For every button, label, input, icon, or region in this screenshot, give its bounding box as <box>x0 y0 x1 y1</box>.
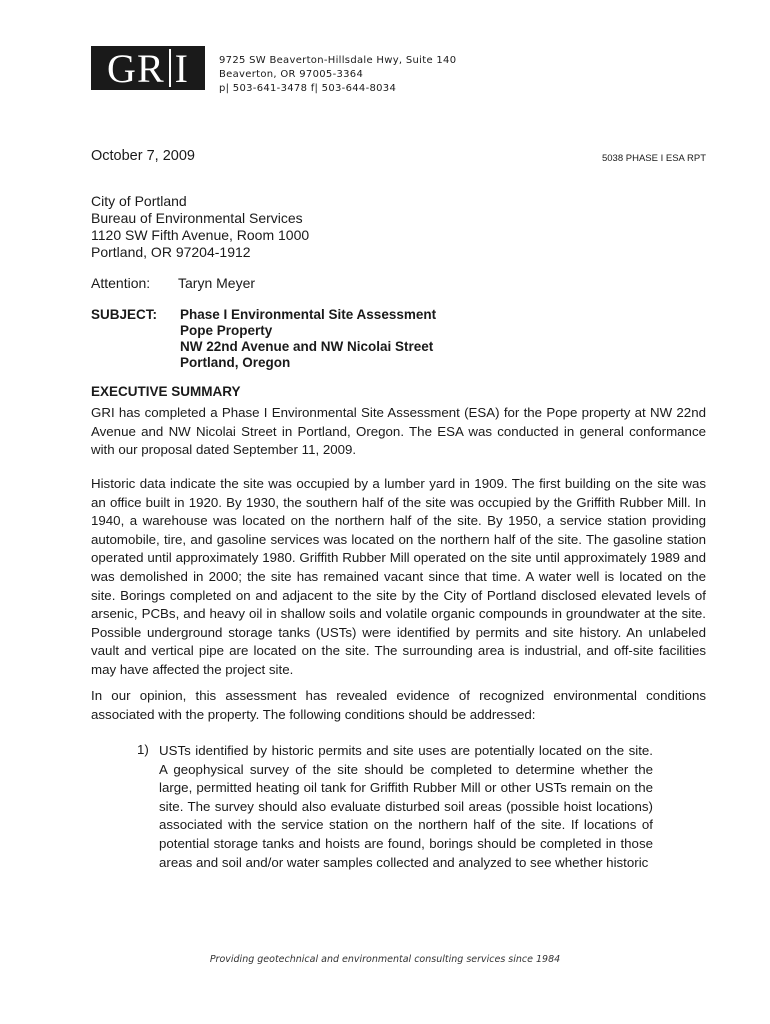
subject-line: Portland, Oregon <box>180 355 291 370</box>
recipient-line: Bureau of Environmental Services <box>91 210 303 226</box>
executive-summary-heading: EXECUTIVE SUMMARY <box>91 384 241 399</box>
summary-paragraph: In our opinion, this assessment has revealed evidence of recognized environmental conditions associated with the property. The following conditions should be addressed: <box>91 688 706 722</box>
address-line-phone: p| 503-641-3478 f| 503-644-8034 <box>219 83 397 94</box>
recipient-line: City of Portland <box>91 193 187 209</box>
summary-paragraph: GRI has completed a Phase I Environmental Site Assessment (ESA) for the Pope property at NW 22nd Avenue and NW Nicolai Street in Portland, Oregon. The ESA was conducted in general conformance with our proposal dated September 11, 2009. <box>91 405 706 458</box>
subject-line: Pope Property <box>180 323 273 338</box>
recipient-line: 1120 SW Fifth Avenue, Room 1000 <box>91 227 310 243</box>
recipient-line: Portland, OR 97204-1912 <box>91 244 251 260</box>
subject-line: NW 22nd Avenue and NW Nicolai Street <box>180 339 434 354</box>
subject-line: Phase I Environmental Site Assessment <box>180 307 437 322</box>
letter-date: October 7, 2009 <box>91 148 195 164</box>
address-line-city: Beaverton, OR 97005-3364 <box>219 69 364 80</box>
letterhead-address <box>219 54 456 96</box>
footer-tagline: Providing geotechnical and environmental consulting services since 1984 <box>209 954 561 965</box>
report-reference: 5038 PHASE I ESA RPT <box>601 153 706 164</box>
list-item-number: 1) <box>137 742 149 757</box>
subject-label: SUBJECT: <box>91 307 158 322</box>
list-item-text: USTs identified by historic permits and site uses are potentially located on the site. A geophysical survey of the site should be completed to determine whether the large, permitted heating oil tank for Griffith Rubber Mill or other USTs remain on the site. The survey should also evaluate disturbed soil areas (possible hoist locations) associated with the service station on the northern half of the site. If locations of potential storage tanks and hoists are found, borings should be completed in those areas and soil and/or water samples collected and analyzed to see whether historic <box>159 743 653 870</box>
address-line-street: 9725 SW Beaverton-Hillsdale Hwy, Suite 140 <box>219 55 457 66</box>
attention-value: Taryn Meyer <box>178 275 256 291</box>
attention-label: Attention: <box>91 275 151 291</box>
summary-paragraph: Historic data indicate the site was occupied by a lumber yard in 1909. The first building on the site was an office built in 1920. By 1930, the southern half of the site was occupied by the Griffith Rubber Mill. In 1940, a warehouse was located on the northern half of the site. By 1950, a service station providing automobile, tire, and gasoline services was located on the northern half of the site. The gasoline station operated until approximately 1980. Griffith Rubber Mill operated on the site until approximately 1989 and was demolished in 2000; the site has remained vacant since that time. A water well is located on the site. Borings completed on and adjacent to the site by the City of Portland disclosed elevated levels of arsenic, PCBs, and heavy oil in shallow soils and volatile organic compounds in groundwater at the site. Possible underground storage tanks (USTs) were identified by permits and site history. An unlabeled vault and vertical pipe are located on the site. The surrounding area is industrial, and off-site facilities may have affected the project site. <box>91 476 706 677</box>
recipient-address <box>91 193 309 261</box>
gri-logo: G R I <box>91 46 205 90</box>
subject-lines <box>180 307 436 371</box>
